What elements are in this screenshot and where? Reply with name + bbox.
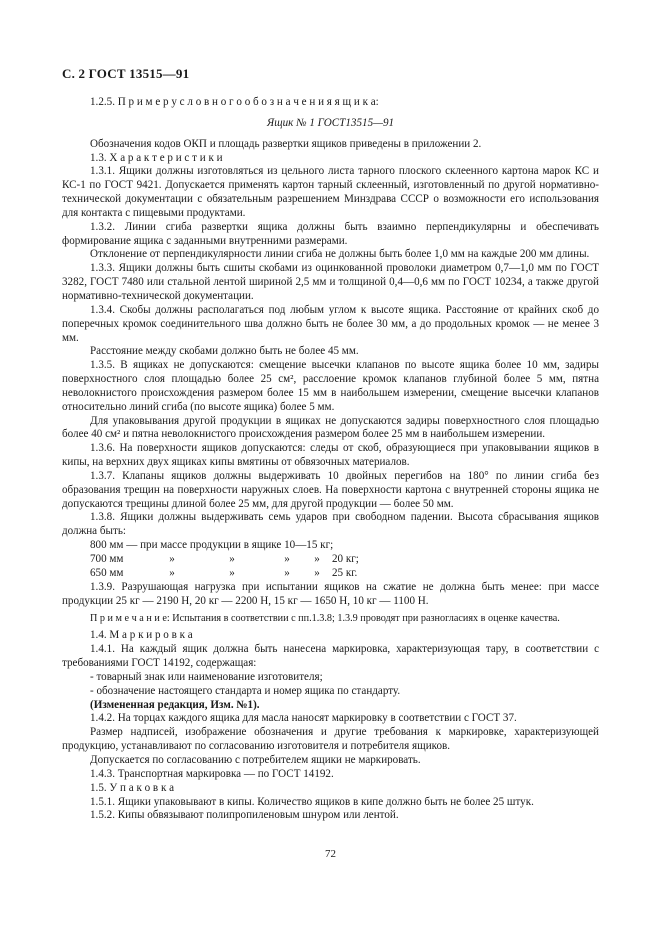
marking-item-trademark: - товарный знак или наименование изготовителя; [90,670,323,683]
clause-1-3-6: 1.3.6. На поверхности ящиков допускаются: следы от скоб, образующиеся при упаковывании ящиков в кипы, на верхних двух ящиках кипы вмятины от обвязочных материалов. [62,442,599,469]
ditto-mark: » [314,553,320,565]
clause-1-4-3: 1.4.3. Транспортная маркировка — по ГОСТ 14192. [90,767,334,780]
clause-1-4-1: 1.4.1. На каждый ящик должна быть нанесена маркировка, характеризующая тару, в соответствии с требованиями ГОСТ 14192, содержащая: [62,643,599,670]
ditto-mark: » [314,566,320,579]
clause-1-3-2: 1.3.2. Линии сгиба развертки ящика должны быть взаимно перпендикулярны и обеспечивать формирование ящика с заданными внутренними размерами. [62,220,599,247]
clause-1-3-3: 1.3.3. Ящики должны быть сшиты скобами из оцинкованной проволоки диаметром 0,7—1,0 мм по ГОСТ 3282, ГОСТ 7480 или стальной лентой шириной 2,5 мм и толщиной 0,4—0,6 мм по ГОСТ 10234, а также другой нормативно-технической документации. [62,262,599,302]
example-designation: Ящик № 1 ГОСТ13515—91 [266,116,395,129]
clause-1-3-7: 1.3.7. Клапаны ящиков должны выдерживать 10 двойных перегибов на 180° по линии сгиба без образования трещин на поверхности наружных слоев. На поверхности картона с внутренней стороны ящика не допускаются трещины длиной более 25 мм, для другой продукции — более 50 мм. [62,469,599,510]
drop-mass: 25 кг. [332,566,358,579]
section-heading-characteristics: 1.3. Х а р а к т е р и с т и к и [90,151,223,164]
ditto-mark: » [169,553,175,565]
section-heading-marking: 1.4. М а р к и р о в к а [90,629,193,642]
drop-height-row-800: 800 мм — при массе продукции в ящике 10—15 кг; [90,539,334,552]
amendment-note: (Измененная редакция, Изм. №1). [90,698,260,711]
example-heading: 1.2.5. П р и м е р у с л о в н о г о о б о з н а ч е н и я я щ и к а: [90,96,379,108]
clause-1-3-1: 1.3.1. Ящики должны изготовляться из цельного листа тарного плоского склеенного картона марок КС и КС-1 по ГОСТ 9421. Допускается применять картон тарный склеенный, изготовленный по другой нормативно-технической документации с обязательным разрешением Минздрава СССР о возможности его использования для контакта с пищевыми продуктами. [62,165,599,219]
page-header: С. 2 ГОСТ 13515—91 [62,66,190,81]
ditto-mark: » [229,566,235,579]
clause-1-5-1: 1.5.1. Ящики упаковывают в кипы. Количество ящиков в кипе должно быть не более 25 штук. [90,795,534,808]
ditto-mark: » [284,553,290,565]
clause-1-4-2: 1.4.2. На торцах каждого ящика для масла наносят маркировку в соответствии с ГОСТ 37. [90,712,517,725]
note: П р и м е ч а н и е: Испытания в соответствии с пп.1.3.8; 1.3.9 проводят при разногласиях в оценке качества. [90,613,560,625]
drop-height-row-650 [62,567,599,581]
clause-1-4-2-optional: Допускается по согласованию с потребителем ящики не маркировать. [90,753,421,766]
drop-height: 650 мм [90,566,124,579]
clause-1-3-5: 1.3.5. В ящиках не допускаются: смещение высечки клапанов по высоте ящика более 10 мм, задиры поверхностного слоя площадью более 25 см², расслоение кромок клапанов глубиной более 5 мм, пятна неволокнистого происхождения размером более 15 мм в наибольшем измерении, смещение высечки клапанов относительно линий сгиба (по высоте ящика) более 5 мм. [62,359,599,413]
clause-1-3-5-other: Для упаковывания другой продукции в ящиках не допускаются задиры поверхностного слоя площадью более 40 см² и пятна неволокнистого происхождения размером более 25 мм в наибольшем измерении. [62,414,599,441]
drop-mass: 20 кг; [332,553,359,565]
clause-1-3-8: 1.3.8. Ящики должны выдерживать семь ударов при свободном падении. Высота сбрасывания ящиков должна быть: [62,511,599,538]
clause-1-3-4-spacing: Расстояние между скобами должно быть не более 45 мм. [90,345,359,358]
section-heading-packing: 1.5. У п а к о в к а [90,781,175,794]
marking-item-standard: - обозначение настоящего стандарта и номер ящика по стандарту. [90,684,401,697]
ditto-mark: » [284,566,290,579]
clause-1-3-4: 1.3.4. Скобы должны располагаться под любым углом к высоте ящика. Расстояние от крайних скоб до поперечных кромок соединительного шва должно быть не более 30 мм, а до продольных кромок — не менее 3 мм. [62,303,599,344]
clause-1-3-2-tolerance: Отклонение от перпендикулярности линии сгиба не должны быть более 1,0 мм на каждые 200 мм длины. [90,248,590,261]
clause-1-5-2: 1.5.2. Кипы обвязывают полипропиленовым шнуром или лентой. [90,809,399,822]
ditto-mark: » [169,566,175,579]
clause-1-3-9: 1.3.9. Разрушающая нагрузка при испытании ящиков на сжатие не должна быть менее: при массе продукции 25 кг — 2190 Н, 20 кг — 2200 Н, 15 кг — 1650 Н, 10 кг — 1100 Н. [62,580,599,607]
drop-height-row-700 [62,553,599,567]
clause-1-4-2-size: Размер надписей, изображение обозначения и другие требования к маркировке, характеризующей продукцию, устанавливают по согласованию изготовителя и потребителя ящиков. [62,726,599,753]
drop-height: 700 мм [90,553,124,565]
document-body [62,96,599,823]
page-number: 72 [325,848,336,860]
ditto-mark: » [229,553,235,565]
paragraph-okp-codes: Обозначения кодов ОКП и площадь развертки ящиков приведены в приложении 2. [90,137,482,150]
